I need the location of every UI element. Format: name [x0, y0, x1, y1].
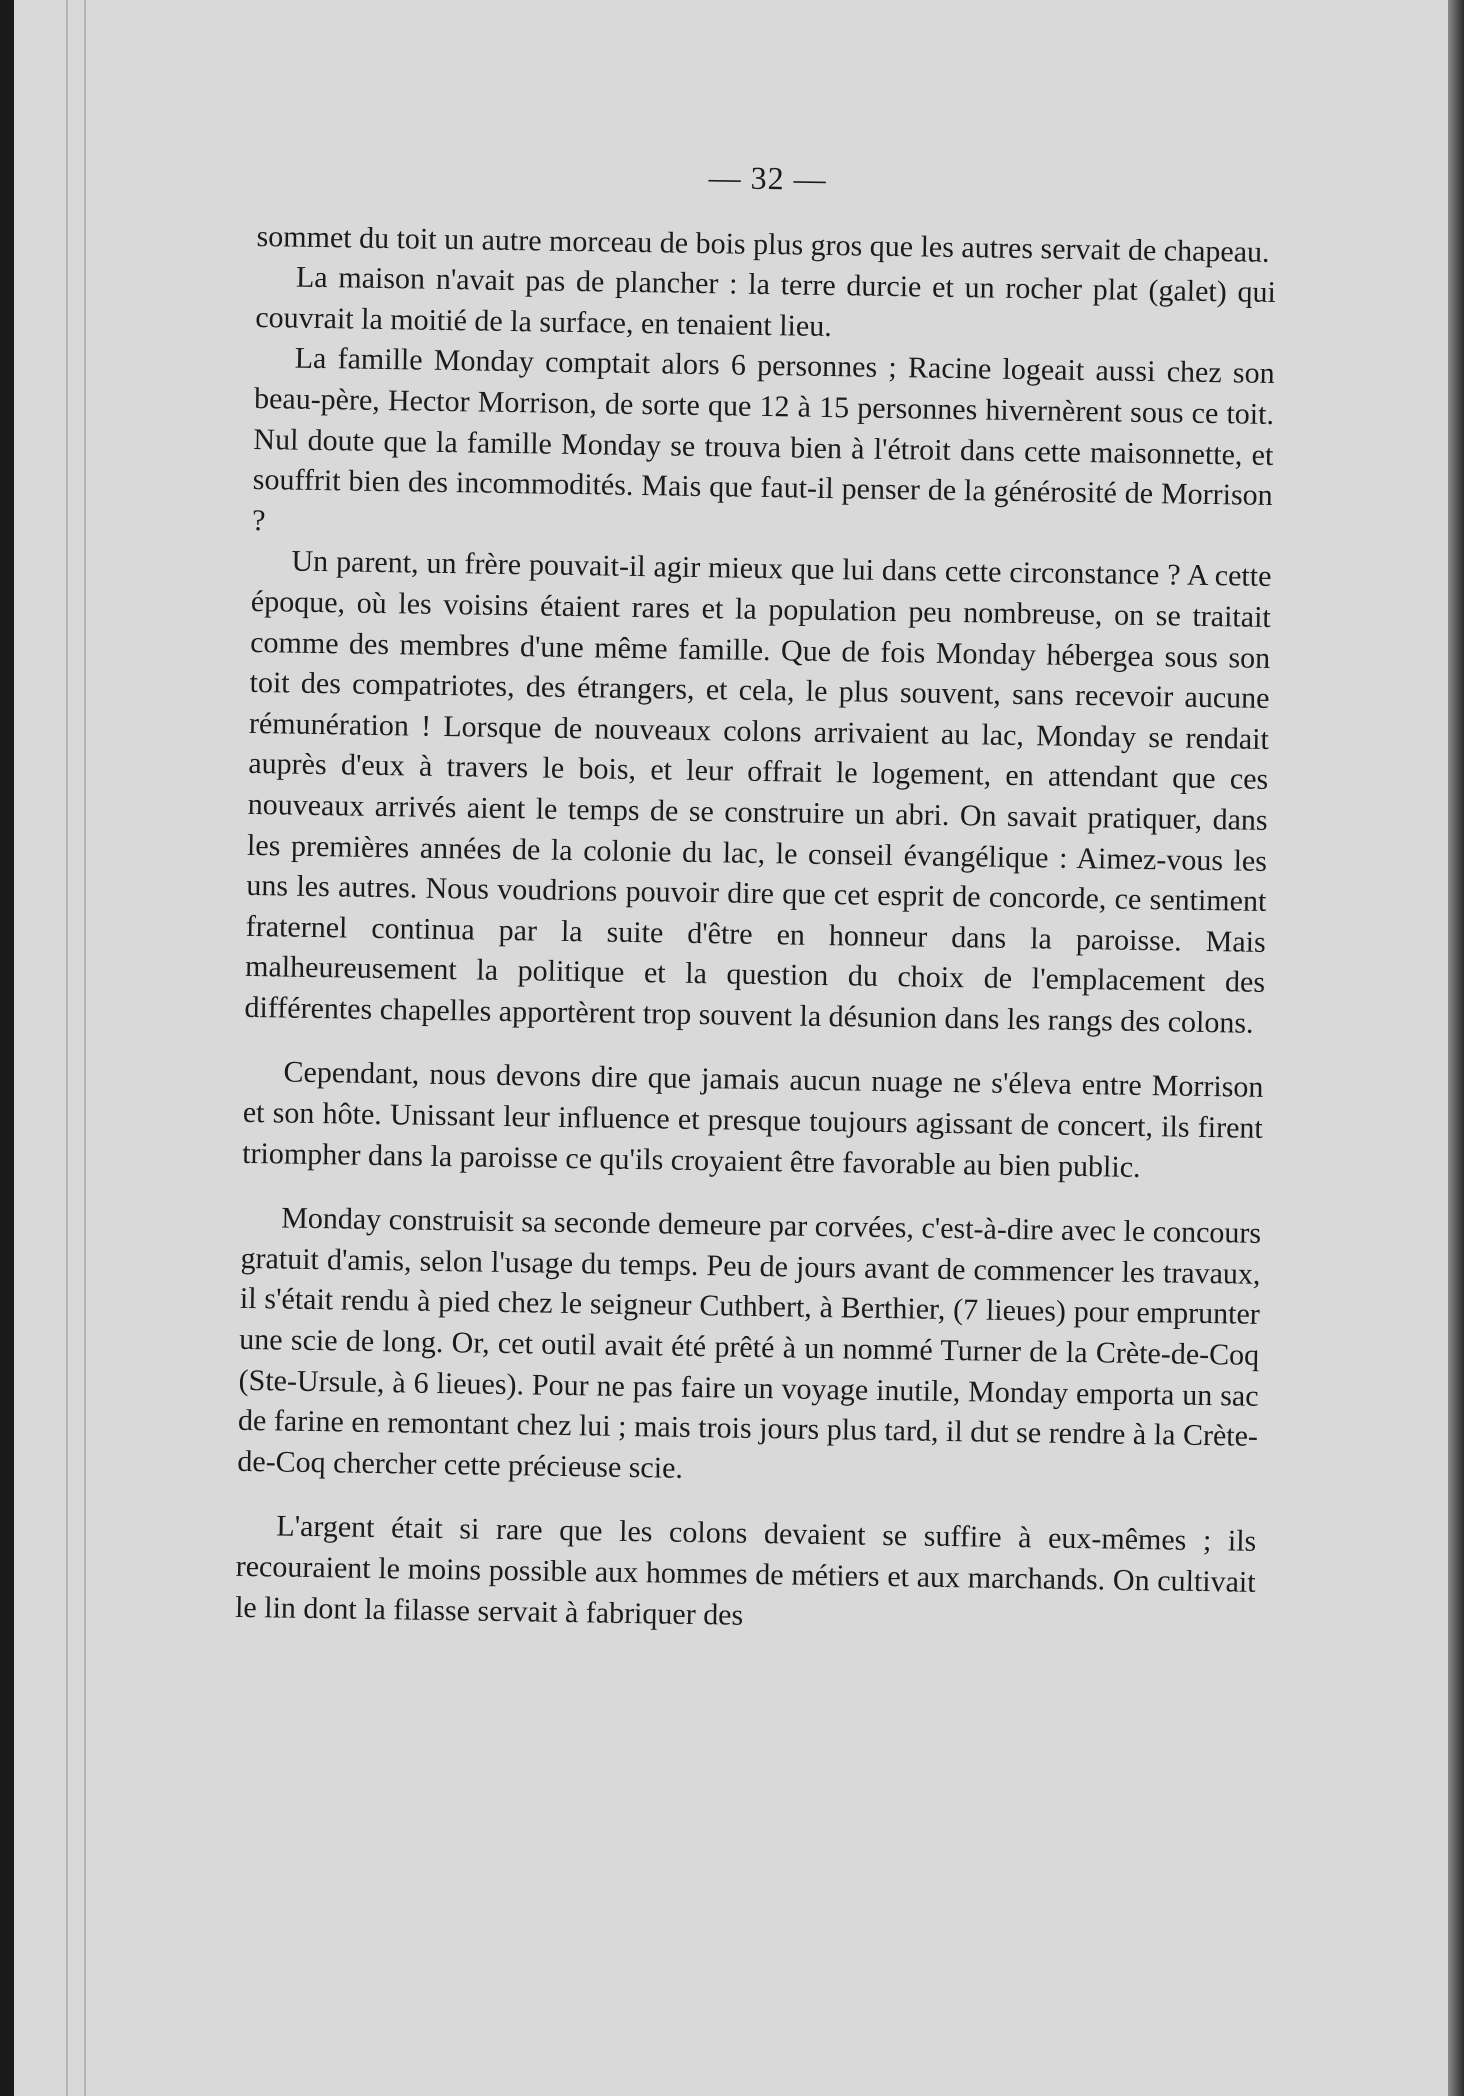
paragraph: Cependant, nous devons dire que jamais aucun nuage ne s'éleva entre Morrison et son hôte. Unissant leur influence et presque toujours agissant de concert, ils firent triompher dans la paroisse ce qu'ils croyaient être favorable au bien public.	[241, 1055, 1264, 1184]
paragraph: La maison n'avait pas de plancher : la terre durcie et un rocher plat (galet) qui couvrait la moitié de la surface, en tenaient lieu.	[255, 260, 1277, 343]
paragraph: L'argent était si rare que les colons devaient se suffire à eux-mêmes ; ils recouraient le moins possible aux hommes de métiers et aux marchands. On cultivait le lin dont la filasse servait à fabriquer des	[234, 1509, 1257, 1632]
page-fold-line	[84, 0, 86, 2096]
scan-left-edge	[0, 0, 14, 2096]
paragraph: Un parent, un frère pouvait-il agir mieux que lui dans cette circonstance ? A cette époque, où les voisins étaient rares et la population peu nombreuse, on se traitait comme des membres d'une même famille. Que de fois Monday hébergea sous son toit des compatriotes, des étrangers, et cela, le plus souvent, sans recevoir aucune rémunération ! Lorsque de nouveaux colons arrivaient au lac, Monday se rendait auprès d'eux à travers le bois, et leur offrait le logement, en attendant que ces nouveaux arrivés aient le temps de se construire un abri. On savait pratiquer, dans les premières années de la colonie du lac, le conseil évangélique : Aimez-vous les uns les autres. Nous voudrions pouvoir dire que cet esprit de concorde, ce sentiment fraternel continua par la suite d'être en honneur dans la paroisse. Mais malheureusement la politique et la question du choix de l'emplacement des différentes chapelles apportèrent trop souvent la désunion dans les rangs des colons.	[244, 544, 1272, 1040]
page-fold-line	[66, 0, 68, 2096]
paragraph: La famille Monday comptait alors 6 personnes ; Racine logeait aussi chez son beau-père, Hector Morrison, de sorte que 12 à 15 personnes hivernèrent sous ce toit. Nul doute que la famille Monday se trouva bien à l'étroit dans cette maisonnette, et souffrit bien des incommodités. Mais que faut-il penser de la générosité de Morrison ?	[251, 341, 1275, 537]
paragraph: sommet du toit un autre morceau de bois plus gros que les autres servait de chapeau.	[256, 219, 1270, 269]
scan-right-edge	[1448, 0, 1464, 2096]
page-number: — 32 —	[708, 159, 827, 197]
page-text	[235, 150, 1278, 1644]
paragraph: Monday construisit sa seconde demeure par corvées, c'est-à-dire avec le concours gratuit d'amis, selon l'usage du temps. Peu de jours avant de commencer les travaux, il s'était rendu à pied chez le seigneur Cuthbert, à Berthier, (7 lieues) pour emprunter une scie de long. Or, cet outil avait été prêté à un nommé Turner de la Crète-de-Coq (Ste-Ursule, à 6 lieues). Pour ne pas faire un voyage inutile, Monday emporta un sac de farine en remontant chez lui ; mais trois jours plus tard, il dut se rendre à la Crète-de-Coq chercher cette précieuse scie.	[237, 1201, 1262, 1485]
